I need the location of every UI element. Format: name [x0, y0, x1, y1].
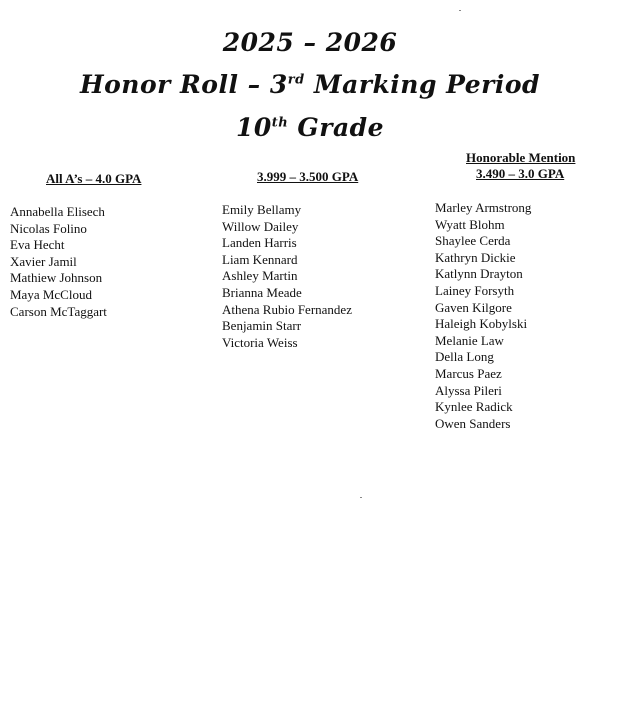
honorable-mention-name-list: [435, 200, 531, 432]
scan-speck: [459, 10, 461, 11]
high-gpa-name-list: [222, 202, 352, 351]
list-item: Katlynn Drayton: [435, 266, 523, 282]
list-item: Della Long: [435, 349, 494, 365]
list-item: Wyatt Blohm: [435, 216, 505, 232]
list-item: Kathryn Dickie: [435, 249, 516, 265]
title-grade-suffix: Grade: [288, 113, 385, 142]
list-item: Alyssa Pileri: [435, 382, 502, 398]
list-item: Nicolas Folino: [10, 220, 87, 236]
title-honor-roll: [0, 70, 620, 99]
list-item: Gaven Kilgore: [435, 299, 512, 315]
list-item: Brianna Meade: [222, 284, 302, 300]
list-item: Xavier Jamil: [10, 253, 77, 269]
title-grade-ordinal: th: [271, 115, 289, 131]
list-item: Maya McCloud: [10, 286, 92, 302]
list-item: Owen Sanders: [435, 415, 511, 431]
list-item: Eva Hecht: [10, 237, 65, 253]
list-item: Emily Bellamy: [222, 202, 302, 217]
title-grade: [0, 113, 620, 142]
title-honor-roll-prefix: Honor Roll – 3: [79, 70, 288, 99]
list-item: Kynlee Radick: [435, 399, 513, 415]
list-item: Benjamin Starr: [222, 318, 302, 334]
list-item: Mathiew Johnson: [10, 270, 103, 286]
list-item: Marley Armstrong: [435, 200, 532, 215]
title-years: [0, 28, 620, 57]
list-item: Willow Dailey: [222, 218, 299, 234]
list-item: Victoria Weiss: [222, 334, 298, 350]
column-header-honorable-mention-gpa: 3.490 – 3.0 GPA: [476, 166, 565, 181]
title-honor-roll-ordinal: rd: [287, 72, 305, 88]
list-item: Haleigh Kobylski: [435, 316, 528, 332]
column-header-honorable-mention: Honorable Mention: [466, 150, 576, 165]
title-honor-roll-suffix: Marking Period: [304, 70, 541, 99]
list-item: Athena Rubio Fernandez: [222, 301, 352, 317]
list-item: Liam Kennard: [222, 251, 298, 267]
list-item: Lainey Forsyth: [435, 282, 515, 298]
list-item: Melanie Law: [435, 332, 504, 348]
list-item: Carson McTaggart: [10, 303, 107, 319]
list-item: Annabella Elisech: [10, 204, 105, 219]
list-item: Shaylee Cerda: [435, 233, 511, 249]
column-header-high-gpa: 3.999 – 3.500 GPA: [257, 169, 359, 184]
column-header-all-as: All A’s – 4.0 GPA: [46, 171, 142, 186]
list-item: Ashley Martin: [222, 268, 298, 284]
list-item: Marcus Paez: [435, 365, 502, 381]
title-years-text: 2025 – 2026: [222, 28, 398, 57]
scan-speck: [360, 497, 362, 498]
list-item: Landen Harris: [222, 235, 297, 251]
title-grade-number: 10: [235, 113, 272, 142]
all-as-name-list: [10, 204, 107, 320]
